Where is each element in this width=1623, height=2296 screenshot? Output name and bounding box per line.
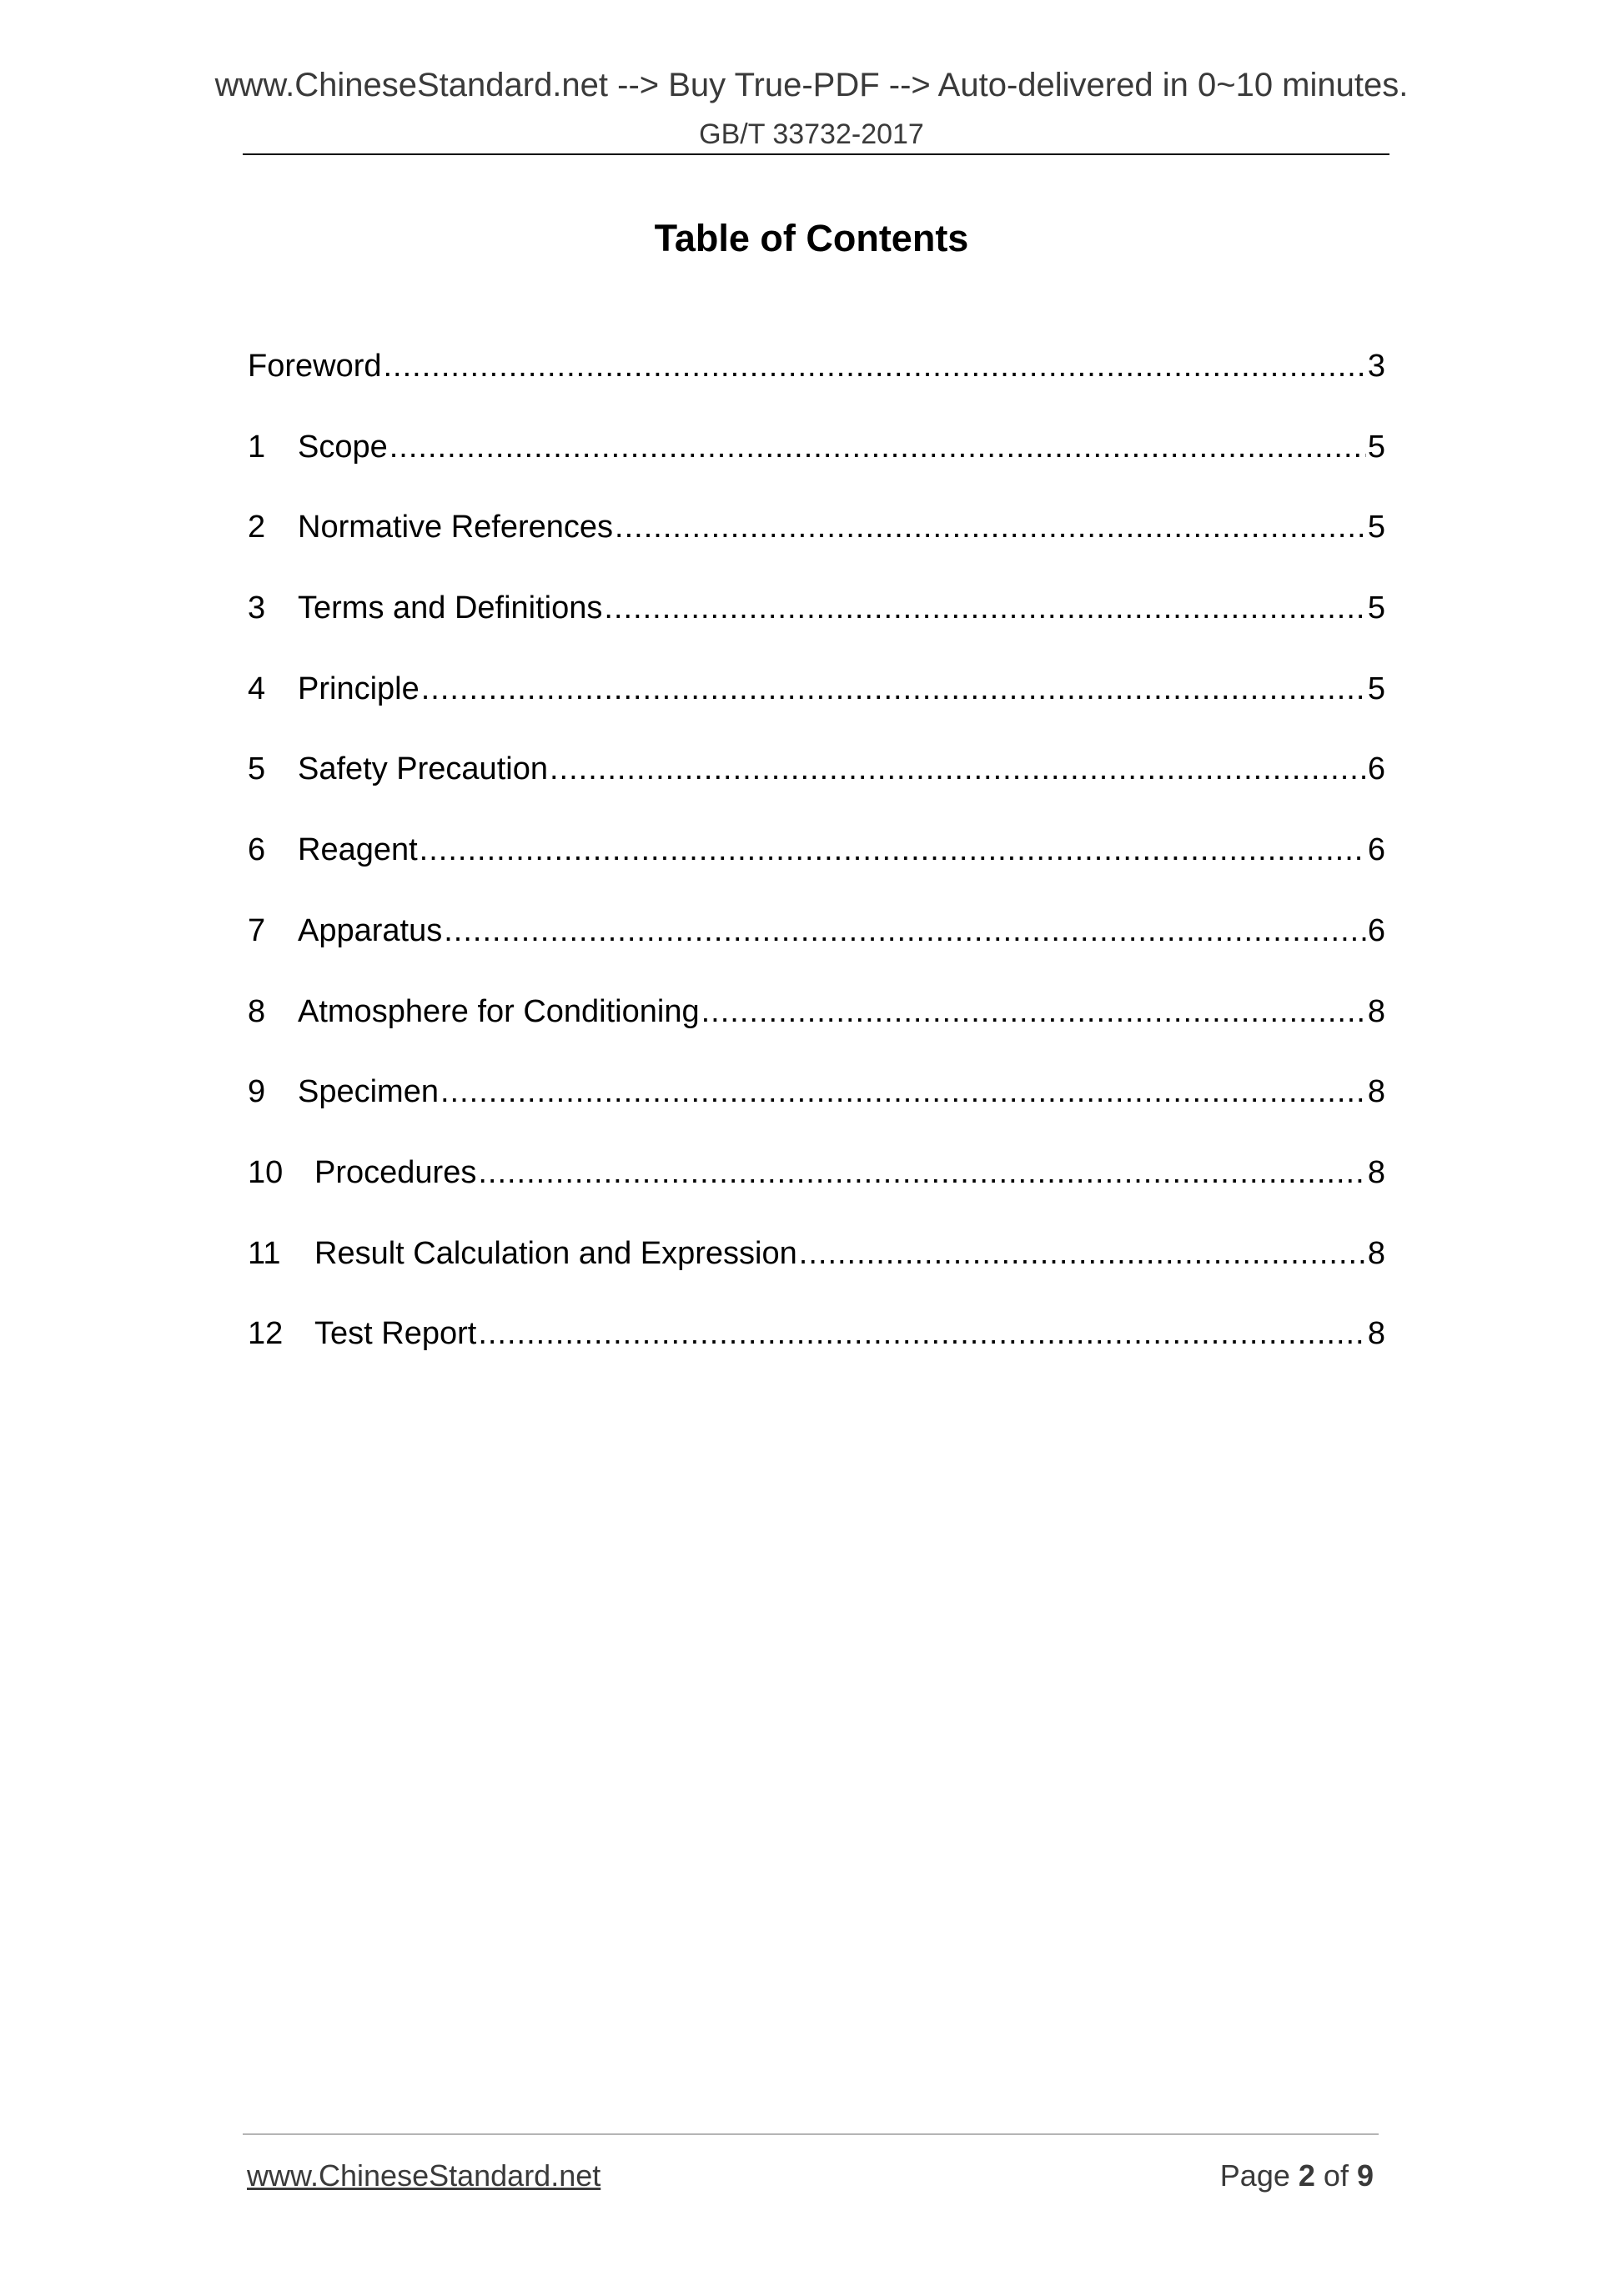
toc-entry-number: 10 [248,1154,284,1190]
toc-entry-number: 7 [248,912,266,948]
toc-entry-page: 6 [1367,751,1385,787]
toc-entry-reagent[interactable] [248,834,1385,915]
total-page-count: 9 [1356,2158,1374,2193]
page-of-label: of [1323,2158,1349,2193]
toc-entry-number: 2 [248,510,266,545]
document-code: GB/T 33732-2017 [699,118,924,150]
toc-entry-text: Specimen [298,1074,439,1110]
toc-entry-apparatus[interactable] [248,912,1385,996]
toc-dot-leader [550,753,1366,785]
toc-entry-number: 6 [248,832,266,868]
toc-entry-page: 6 [1367,832,1385,868]
toc-dot-leader [421,673,1366,705]
toc-entry-page: 8 [1367,1316,1385,1352]
toc-dot-leader [478,1157,1366,1188]
toc-dot-leader [384,350,1366,382]
toc-entry-page: 8 [1367,1154,1385,1190]
toc-entry-text: Principle [298,671,420,706]
toc-entry-page: 5 [1367,590,1385,626]
toc-entry-text: Atmosphere for Conditioning [298,993,700,1029]
toc-entry-number: 12 [248,1316,284,1352]
toc-entry-number: 11 [248,1235,281,1271]
page-indicator [1220,2158,1374,2193]
toc-entry-page: 8 [1367,993,1385,1029]
toc-entry-number: 5 [248,751,266,787]
toc-entry-scope[interactable] [248,431,1385,512]
toc-list [248,350,1385,1399]
toc-dot-leader [440,1076,1366,1108]
toc-entry-number: 8 [248,993,266,1029]
toc-dot-leader [444,915,1366,947]
page-prefix: Page [1219,2158,1290,2193]
toc-entry-text: Foreword [248,349,382,384]
toc-entry-atmosphere-conditioning[interactable] [248,993,1385,1077]
toc-entry-page: 5 [1367,671,1385,706]
toc-entry-procedures[interactable] [248,1154,1385,1238]
toc-entry-text: Procedures [314,1154,477,1190]
toc-dot-leader [615,511,1366,543]
toc-dot-leader [420,834,1366,866]
toc-entry-safety-precaution[interactable] [248,753,1385,834]
toc-entry-number: 1 [248,429,266,465]
toc-entry-specimen[interactable] [248,1076,1385,1157]
toc-entry-page: 8 [1367,1235,1385,1271]
toc-entry-text: Terms and Definitions [298,590,603,626]
toc-entry-number: 4 [248,671,266,706]
header-divider [243,153,1389,155]
toc-entry-result-calculation[interactable] [248,1235,1385,1319]
toc-entry-text: Test Report [314,1316,477,1352]
toc-entry-number: 3 [248,590,266,626]
toc-entry-terms-definitions[interactable] [248,592,1385,673]
toc-title: Table of Contents [654,217,969,259]
toc-entry-page: 6 [1367,912,1385,948]
toc-entry-normative-references[interactable] [248,511,1385,592]
toc-entry-text: Reagent [298,832,418,868]
toc-entry-text: Result Calculation and Expression [314,1235,797,1271]
toc-dot-leader [604,592,1365,624]
toc-entry-foreword[interactable] [248,350,1385,431]
toc-entry-principle[interactable] [248,673,1385,754]
toc-dot-leader [389,431,1366,463]
toc-dot-leader [799,1238,1366,1269]
toc-entry-text: Apparatus [298,912,443,948]
footer-divider [243,2133,1379,2135]
toc-entry-test-report[interactable] [248,1318,1385,1399]
toc-entry-page: 5 [1367,510,1385,545]
footer-site-link[interactable]: www.ChineseStandard.net [247,2158,601,2193]
toc-dot-leader [701,996,1366,1027]
toc-entry-number: 9 [248,1074,266,1110]
toc-entry-text: Safety Precaution [298,751,548,787]
toc-entry-page: 8 [1367,1074,1385,1110]
toc-entry-text: Scope [298,429,388,465]
site-banner[interactable]: www.ChineseStandard.net --> Buy True-PDF --> Auto-delivered in 0~10 minutes. [214,67,1409,103]
toc-entry-text: Normative References [298,510,614,545]
toc-dot-leader [478,1318,1366,1349]
current-page-number: 2 [1298,2158,1315,2193]
toc-entry-page: 3 [1367,349,1385,384]
toc-entry-page: 5 [1367,429,1385,465]
